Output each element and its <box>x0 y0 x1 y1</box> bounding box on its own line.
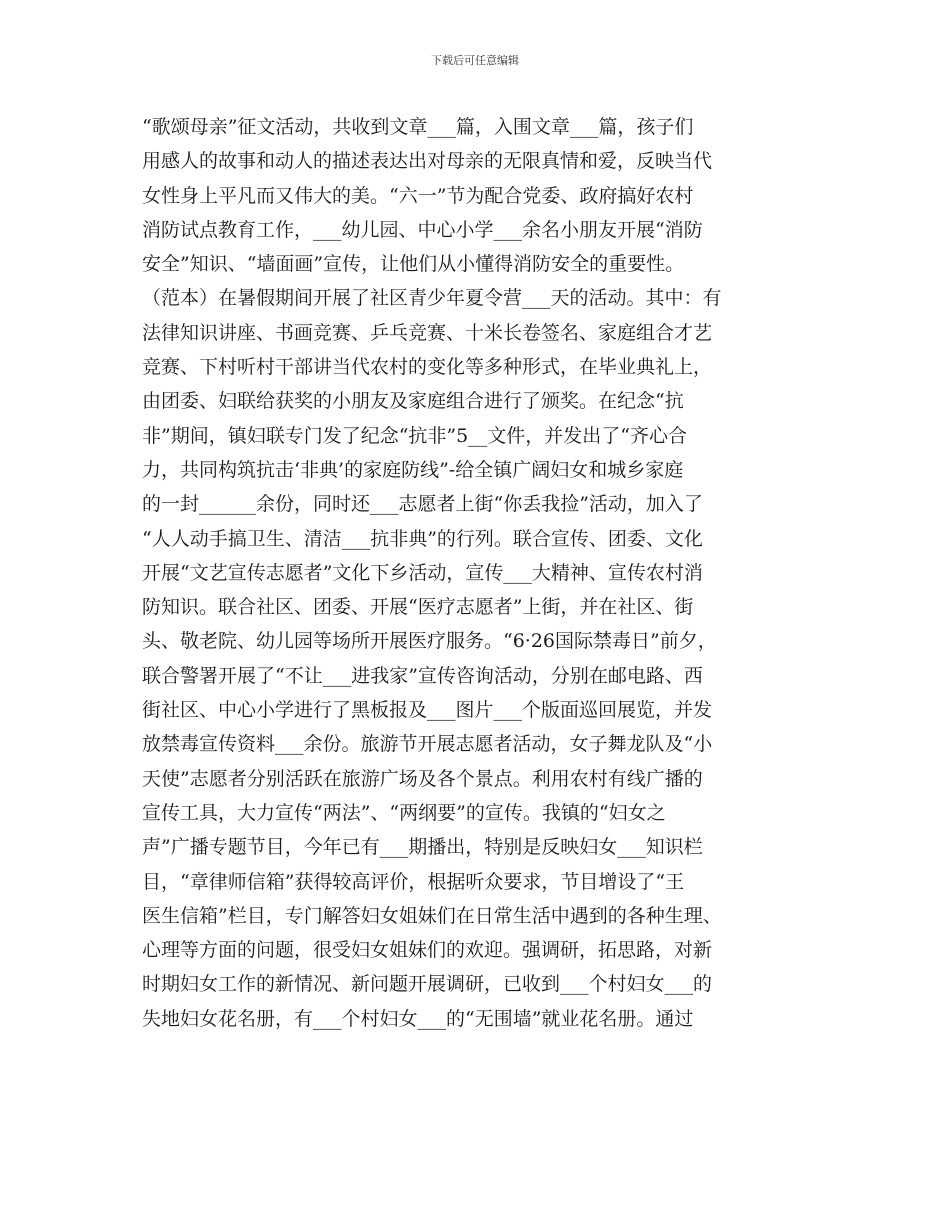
text-line: 失地妇女花名册，有___个村妇女___的“无围墙”就业花名册。通过 <box>142 1007 694 1030</box>
document-body <box>142 110 832 1036</box>
text-line: 天使”志愿者分别活跃在旅游广场及各个景点。利用农村有线广播的 <box>142 767 703 790</box>
text-line: 非”期间，镇妇联专门发了纪念“抗非”5__文件，并发出了“齐心合 <box>142 424 687 447</box>
text-line: 联合警署开展了“不让___进我家”宣传咨询活动，分别在邮电路、西 <box>142 664 703 687</box>
text-line: 心理等方面的问题，很受妇女姐妹们的欢迎。强调研，拓思路，对新 <box>142 939 713 962</box>
text-line: 由团委、妇联给获奖的小朋友及家庭组合进行了颁奖。在纪念“抗 <box>142 390 684 413</box>
text-line: 宣传工具，大力宣传“两法”、“两纲要”的宣传。我镇的“妇女之 <box>142 801 666 824</box>
text-line: 目，“章律师信箱”获得较高评价，根据听众要求，节目增设了“王 <box>142 870 685 893</box>
text-line: 街社区、中心小学进行了黑板报及___图片___个版面巡回展览，并发 <box>142 699 713 722</box>
text-line: 竞赛、下村听村干部讲当代农村的变化等多种形式，在毕业典礼上， <box>142 356 713 379</box>
text-line: 法律知识讲座、书画竞赛、乒乓竞赛、十米长卷签名、家庭组合才艺 <box>142 321 713 344</box>
text-line: 用感人的故事和动人的描述表达出对母亲的无限真情和爱，反映当代 <box>142 150 713 173</box>
text-line: “人人动手搞卫生、清洁___抗非典”的行列。联合宣传、团委、文化 <box>142 527 703 550</box>
text-line: 力，共同构筑抗击‘非典’的家庭防线”-给全镇广阔妇女和城乡家庭 <box>142 458 684 481</box>
text-line: 时期妇女工作的新情况、新问题开展调研，已收到___个村妇女___的 <box>142 973 713 996</box>
text-line: （范本）在暑假期间开展了社区青少年夏令营___天的活动。其中：有 <box>142 287 722 310</box>
text-line: 防知识。联合社区、团委、开展“医疗志愿者”上街，并在社区、街 <box>142 596 694 619</box>
text-line: 放禁毒宣传资料___余份。旅游节开展志愿者活动，女子舞龙队及“小 <box>142 733 713 756</box>
text-line: 开展“文艺宣传志愿者”文化下乡活动，宣传___大精神、宣传农村消 <box>142 561 703 584</box>
page-header-caption: 下载后可任意编辑 <box>431 54 519 67</box>
text-line: “歌颂母亲”征文活动，共收到文章___篇，入围文章___篇，孩子们 <box>142 116 694 138</box>
text-line: 头、敬老院、幼儿园等场所开展医疗服务。“6·26国际禁毒日”前夕， <box>142 630 717 653</box>
text-line: 医生信箱”栏目，专门解答妇女姐妹们在日常生活中遇到的各种生理、 <box>142 904 722 927</box>
text-line: 的一封______余份，同时还___志愿者上街“你丢我捡”活动，加入了 <box>142 493 703 516</box>
text-line: 消防试点教育工作，___幼儿园、中心小学___余名小朋友开展“消防 <box>142 218 703 241</box>
text-line: 女性身上平凡而又伟大的美。“六一”节为配合党委、政府搞好农村 <box>142 184 694 207</box>
text-line: 安全”知识、“墙面画”宣传，让他们从小懂得消防安全的重要性。 <box>142 253 685 276</box>
text-line: 声”广播专题节目，今年已有___期播出，特别是反映妇女___知识栏 <box>142 836 703 859</box>
